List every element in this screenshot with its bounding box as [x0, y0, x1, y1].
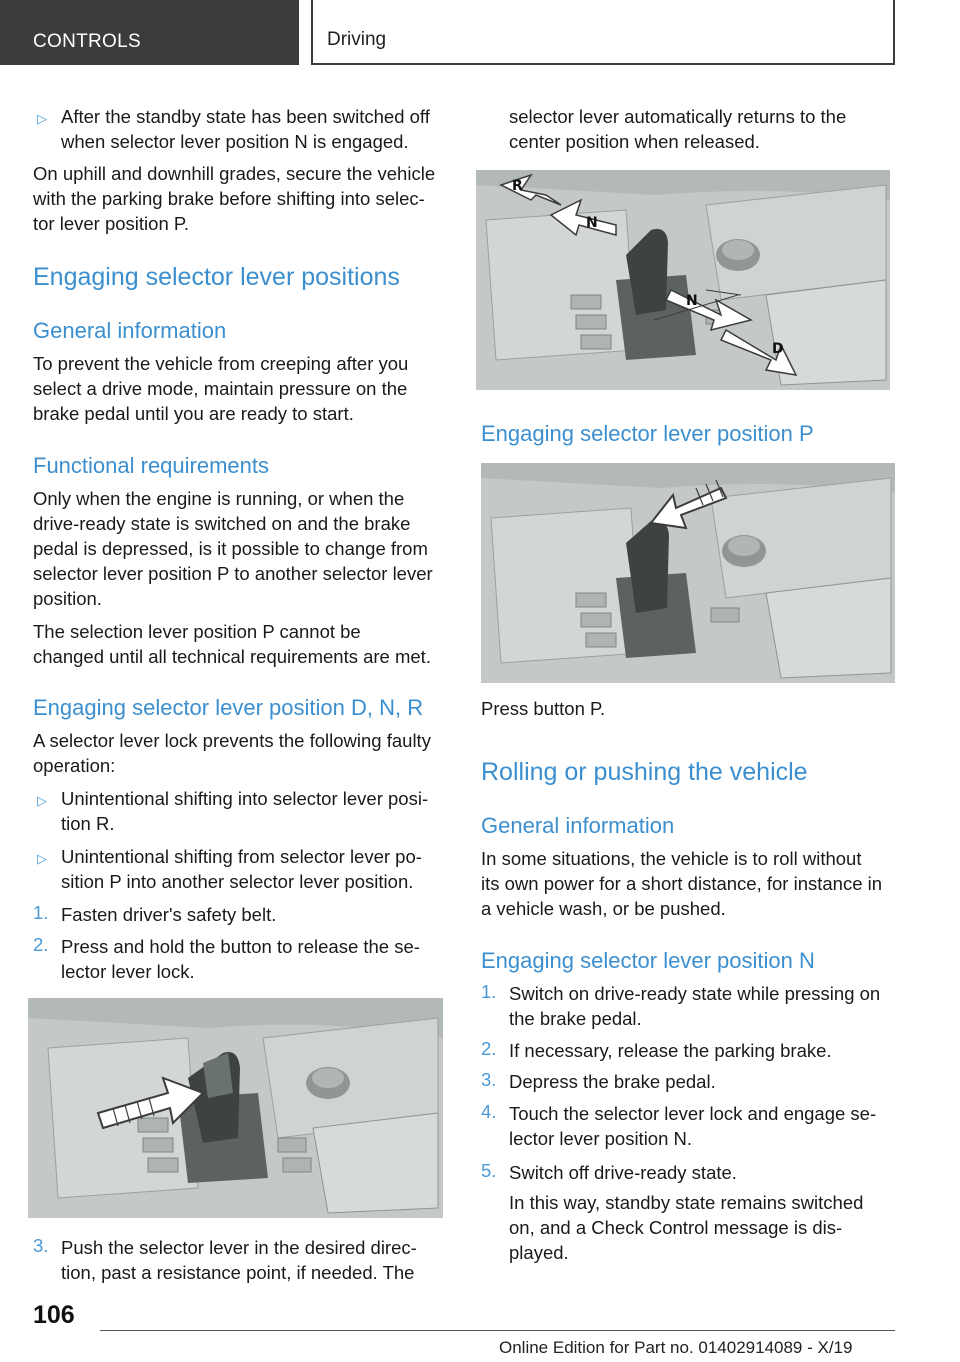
header-section-label: CONTROLS — [33, 31, 141, 52]
para-grades-2: with the parking brake before shifting into selec- — [33, 188, 425, 209]
n-step-4-line2: lector lever position N. — [509, 1128, 693, 1149]
heading-functional-requirements: Functional requirements — [33, 453, 270, 478]
header-chapter-tab — [311, 0, 895, 65]
n-step-1-line2: the brake pedal. — [509, 1008, 642, 1029]
bullet-marker-icon: ▷ — [37, 111, 47, 126]
page-number: 106 — [33, 1301, 75, 1329]
step-number: 1. — [33, 902, 49, 923]
n-step-5-line4: played. — [509, 1242, 569, 1263]
para-roll-2: its own power for a short distance, for instance in — [481, 873, 883, 894]
para-lock-1: A selector lever lock prevents the following faulty — [33, 730, 431, 751]
para-grades-1: On uphill and downhill grades, secure the vehicle — [33, 163, 436, 184]
para-engine-2: drive-ready state is switched on and the brake — [33, 513, 411, 534]
fig-label-n-top: N — [586, 215, 598, 231]
para-selection-1: The selection lever position P cannot be — [33, 621, 361, 642]
step-number: 3. — [33, 1235, 49, 1256]
para-engine-4: selector lever position P to another selector lever — [33, 563, 433, 584]
step-number: 3. — [481, 1069, 497, 1090]
bullet-standby-line1: After the standby state has been switched off — [61, 106, 430, 127]
step-2-line2: lector lever lock. — [61, 961, 195, 982]
para-engine-5: position. — [33, 588, 102, 609]
step-2-line1: Press and hold the button to release the se- — [61, 936, 420, 957]
step-1-text: Fasten driver's safety belt. — [61, 904, 277, 925]
n-step-1-line1: Switch on drive-ready state while pressing on — [509, 983, 881, 1004]
step-number: 1. — [481, 981, 497, 1002]
heading-position-n: Engaging selector lever position N — [481, 948, 815, 973]
n-step-5-line1: Switch off drive-ready state. — [509, 1162, 737, 1183]
step-3-line1: Push the selector lever in the desired direc- — [61, 1237, 417, 1258]
para-cont-2: center position when released. — [509, 131, 760, 152]
header-section-tab — [0, 0, 299, 65]
footer-edition: Online Edition for Part no. 01402914089 - X/19 — [499, 1338, 853, 1357]
bullet-r-line1: Unintentional shifting into selector lever posi- — [61, 788, 429, 809]
step-number: 2. — [33, 934, 49, 955]
step-number: 4. — [481, 1101, 497, 1122]
header-chapter-label: Driving — [327, 29, 387, 50]
fig-label-r: R — [512, 178, 523, 194]
fig-label-d: D — [772, 341, 784, 357]
heading-engaging-positions: Engaging selector lever positions — [33, 263, 400, 291]
heading-rolling-pushing: Rolling or pushing the vehicle — [481, 758, 808, 786]
para-engine-3: pedal is depressed, is it possible to change from — [33, 538, 428, 559]
heading-position-dnr: Engaging selector lever position D, N, R — [33, 695, 424, 720]
step-3-line2: tion, past a resistance point, if needed. The — [61, 1262, 415, 1283]
heading-position-p: Engaging selector lever position P — [481, 421, 814, 446]
bullet-marker-icon: ▷ — [37, 851, 47, 866]
bullet-r-line2: tion R. — [61, 813, 115, 834]
para-creep-2: select a drive mode, maintain pressure on the — [33, 378, 408, 399]
para-engine-1: Only when the engine is running, or when the — [33, 488, 405, 509]
figure-lever-lock-release — [28, 998, 443, 1218]
bullet-p-line1: Unintentional shifting from selector lever po- — [61, 846, 422, 867]
para-roll-3: a vehicle wash, or be pushed. — [481, 898, 726, 919]
para-creep-3: brake pedal until you are ready to start. — [33, 403, 354, 424]
n-step-4-line1: Touch the selector lever lock and engage se- — [509, 1103, 877, 1124]
step-number: 2. — [481, 1038, 497, 1059]
bullet-standby-line2: when selector lever position N is engaged. — [61, 131, 409, 152]
heading-general-information-2: General information — [481, 813, 675, 838]
step-number: 5. — [481, 1160, 497, 1181]
n-step-5-line3: on, and a Check Control message is dis- — [509, 1217, 843, 1238]
bullet-p-line2: sition P into another selector lever position. — [61, 871, 414, 892]
para-roll-1: In some situations, the vehicle is to roll without — [481, 848, 862, 869]
heading-general-information: General information — [33, 318, 227, 343]
para-selection-2: changed until all technical requirements are met. — [33, 646, 431, 667]
para-press-p: Press button P. — [481, 698, 606, 719]
para-cont-1: selector lever automatically returns to the — [509, 106, 847, 127]
n-step-2-text: If necessary, release the parking brake. — [509, 1040, 832, 1061]
para-lock-2: operation: — [33, 755, 116, 776]
figure-button-p — [481, 463, 895, 683]
footer-divider — [100, 1330, 895, 1331]
para-grades-3: tor lever position P. — [33, 213, 189, 234]
bullet-marker-icon: ▷ — [37, 793, 47, 808]
n-step-3-text: Depress the brake pedal. — [509, 1071, 716, 1092]
fig-label-n-bottom: N — [686, 293, 698, 309]
n-step-5-line2: In this way, standby state remains switched — [509, 1192, 864, 1213]
para-creep-1: To prevent the vehicle from creeping after you — [33, 353, 409, 374]
figure-lever-directions — [476, 170, 890, 390]
